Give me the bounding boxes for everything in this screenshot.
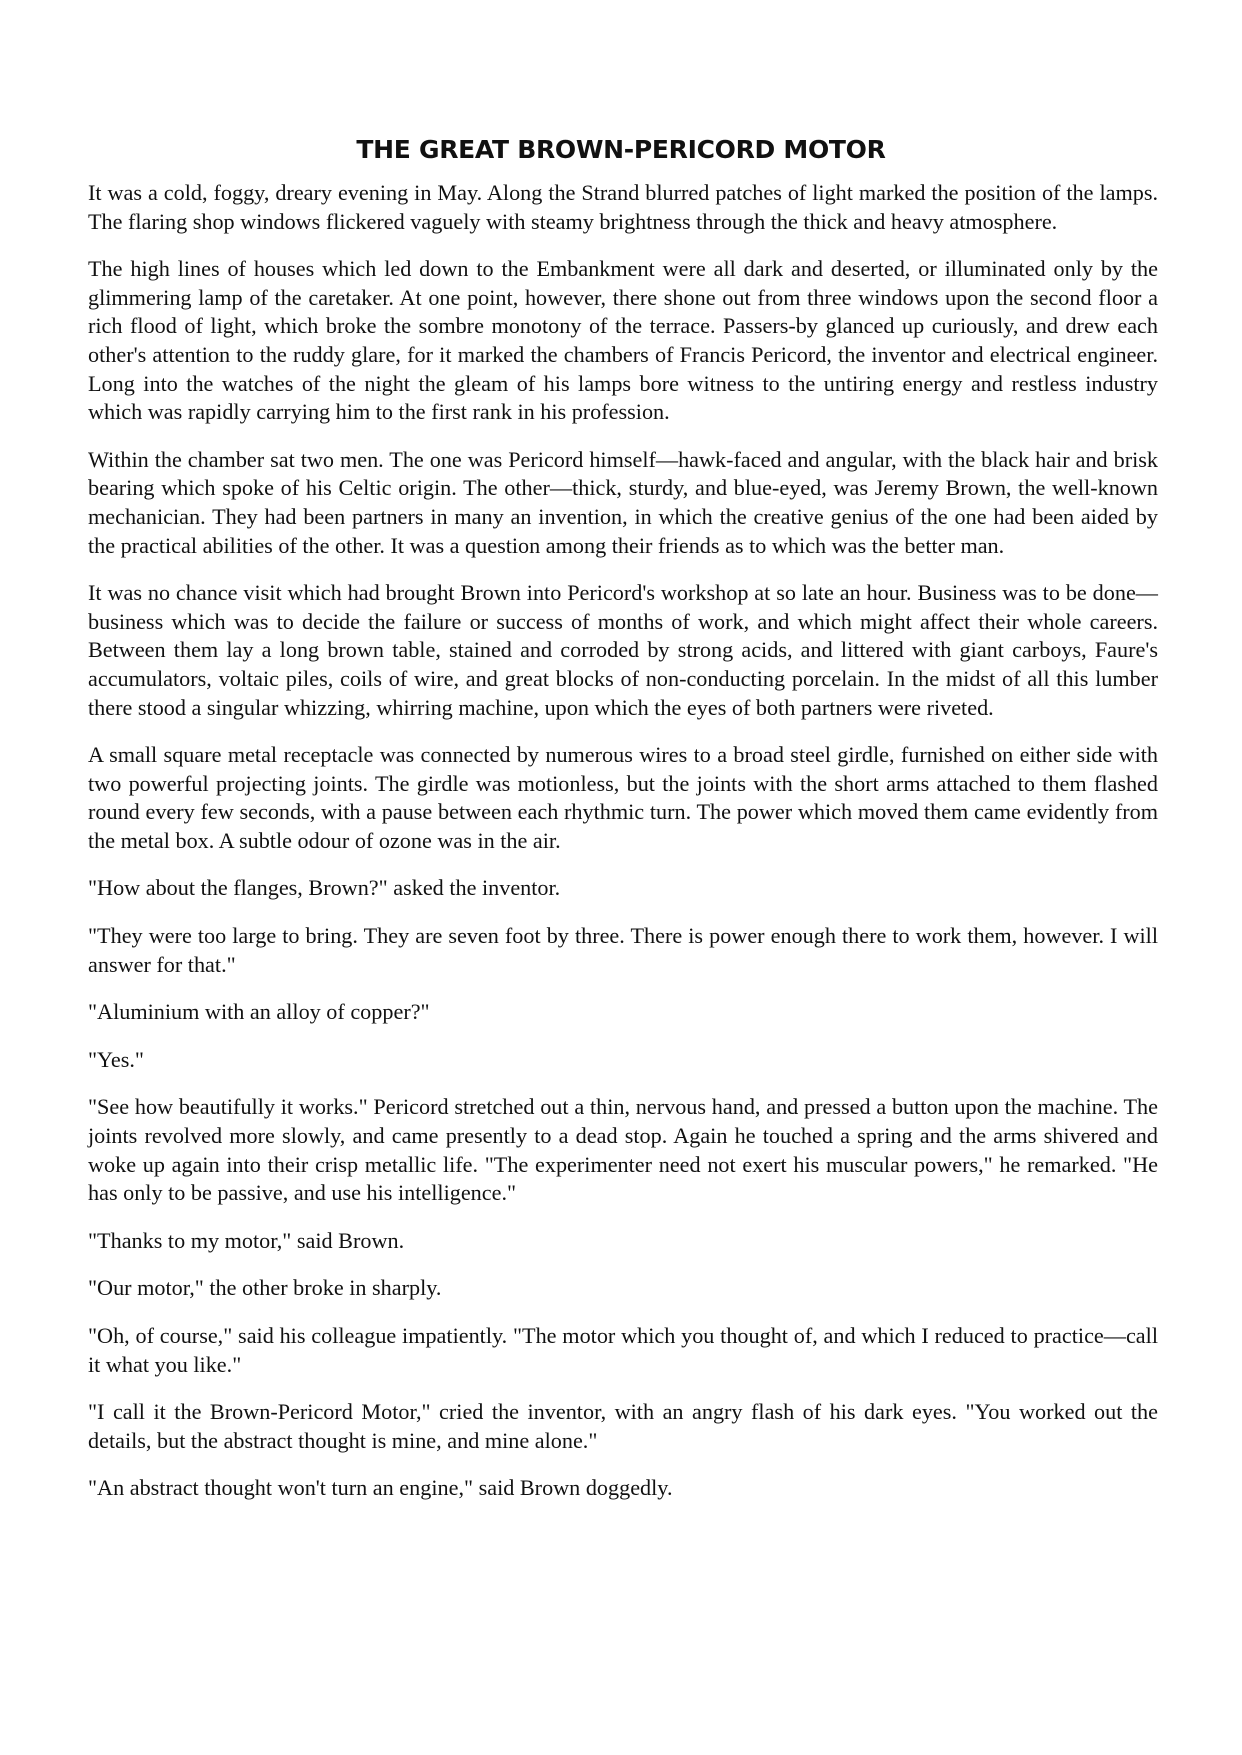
paragraph: "Our motor," the other broke in sharply.	[88, 1275, 442, 1301]
paragraph: Within the chamber sat two men. The one was Pericord himself—hawk-faced and angular, with the black hair and brisk bearing which spoke of his Celtic origin. The other—thick, sturdy, and blue-eyed, was Jeremy Brown, the well-known mechanician. They had been partners in many an invention, in which the creative genius of the one had been aided by the practical abilities of the other. It was a question among their friends as to which was the better man.	[88, 446, 1158, 558]
paragraph: "Oh, of course," said his colleague impatiently. "The motor which you thought of, and which I reduced to practice—call it what you like."	[88, 1323, 1158, 1377]
paragraph: The high lines of houses which led down to the Embankment were all dark and deserted, or illuminated only by the glimmering lamp of the caretaker. At one point, however, there shone out from three windows upon the second floor a rich flood of light, which broke the sombre monotony of the terrace. Passers-by glanced up curiously, and drew each other's attention to the ruddy glare, for it marked the chambers of Francis Pericord, the inventor and electrical engineer. Long into the watches of the night the gleam of his lamps bore witness to the untiring energy and restless industry which was rapidly carrying him to the first rank in his profession.	[88, 256, 1158, 425]
paragraph: "Yes."	[88, 1046, 144, 1072]
paragraph: "I call it the Brown-Pericord Motor," cried the inventor, with an angry flash of his dark eyes. "You worked out the details, but the abstract thought is mine, and mine alone."	[88, 1399, 1158, 1453]
document-title: THE GREAT BROWN-PERICORD MOTOR	[356, 135, 886, 164]
paragraph: "An abstract thought won't turn an engine," said Brown doggedly.	[88, 1475, 673, 1501]
document-body	[88, 179, 1158, 1522]
paragraph: A small square metal receptacle was connected by numerous wires to a broad steel girdle, furnished on either side with two powerful projecting joints. The girdle was motionless, but the joints with the short arms attached to them flashed round every few seconds, with a pause between each rhythmic turn. The power which moved them came evidently from the metal box. A subtle odour of ozone was in the air.	[88, 742, 1158, 853]
paragraph: "How about the flanges, Brown?" asked the inventor.	[88, 875, 561, 901]
paragraph: It was a cold, foggy, dreary evening in May. Along the Strand blurred patches of light marked the position of the lamps. The flaring shop windows flickered vaguely with steamy brightness through the thick and heavy atmosphere.	[88, 180, 1158, 234]
paragraph: "Thanks to my motor," said Brown.	[88, 1227, 405, 1253]
paragraph: "See how beautifully it works." Pericord stretched out a thin, nervous hand, and pressed a button upon the machine. The joints revolved more slowly, and came presently to a dead stop. Again he touched a spring and the arms shivered and woke up again into their crisp metallic life. "The experimenter need not exert his muscular powers," he remarked. "He has only to be passive, and use his intelligence."	[88, 1094, 1158, 1206]
paragraph: It was no chance visit which had brought Brown into Pericord's workshop at so late an hour. Business was to be done—business which was to decide the failure or success of months of work, and which might affect their whole careers. Between them lay a long brown table, stained and corroded by strong acids, and littered with giant carboys, Faure's accumulators, voltaic piles, coils of wire, and great blocks of non-conducting porcelain. In the midst of all this lumber there stood a singular whizzing, whirring machine, upon which the eyes of both partners were riveted.	[88, 580, 1158, 720]
paragraph: "They were too large to bring. They are seven foot by three. There is power enough there to work them, however. I will answer for that."	[88, 923, 1158, 977]
paragraph: "Aluminium with an alloy of copper?"	[88, 999, 430, 1025]
